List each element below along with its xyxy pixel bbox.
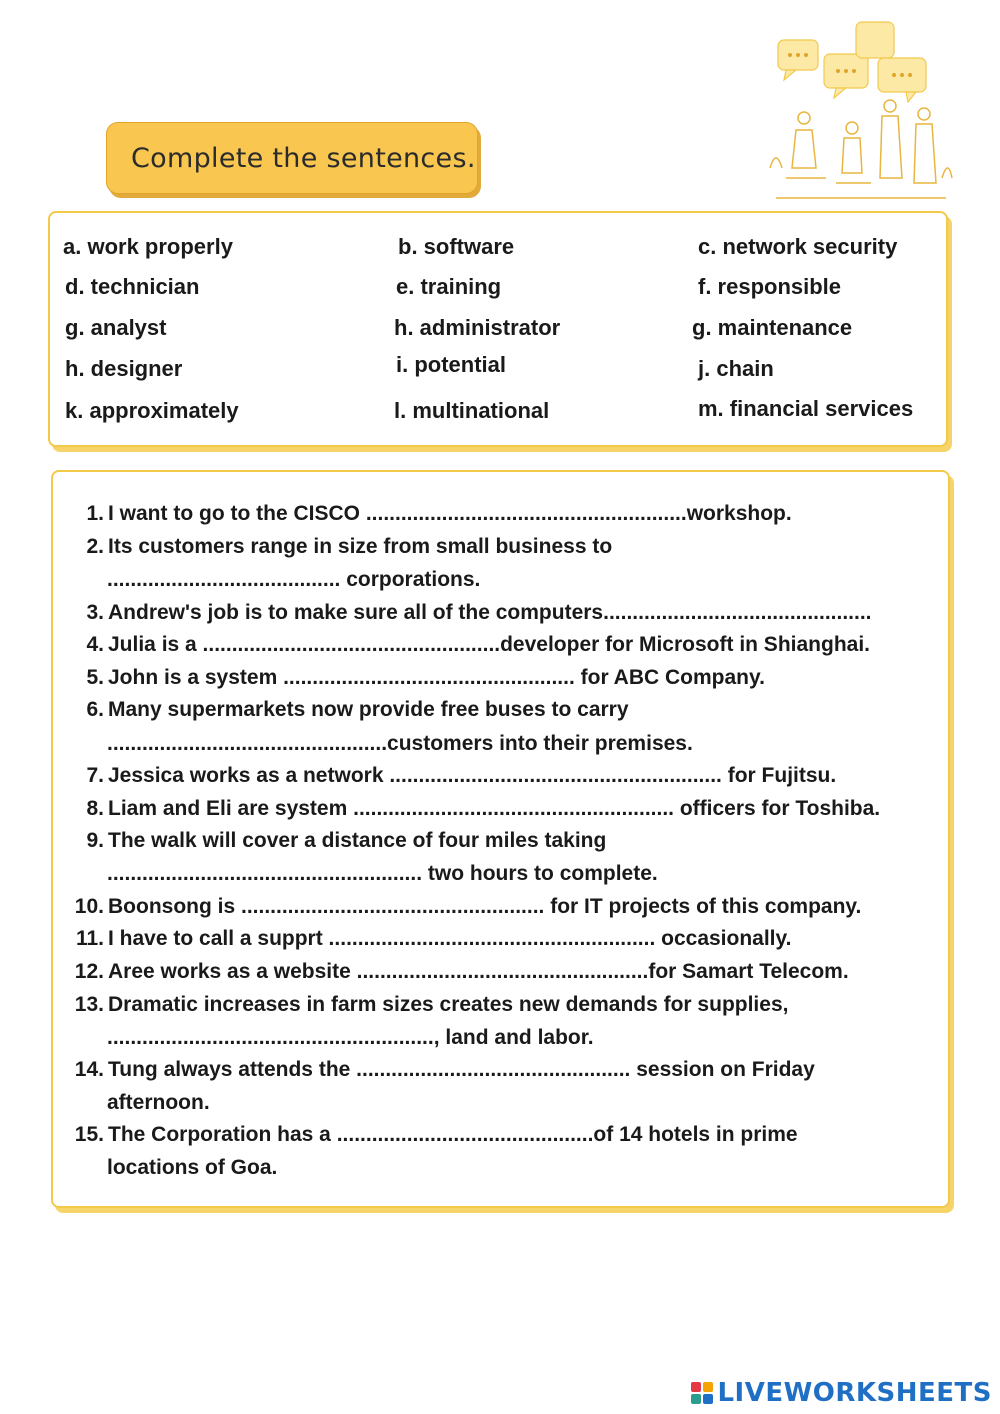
word-option: i. potential — [396, 352, 506, 377]
question-13-continuation: ........................................................, land and labor. — [107, 1026, 594, 1049]
question-text: Aree works as a website ..................................................for Samart Telecom. — [108, 960, 849, 983]
question-number: 5. — [86, 666, 104, 689]
question-number: 3. — [86, 601, 104, 624]
word-option: c. network security — [698, 234, 898, 259]
question-text: Andrew's job is to make sure all of the computers.............................................. — [108, 601, 872, 624]
word-option: b. software — [398, 234, 515, 259]
word-option: a. work properly — [63, 234, 233, 259]
word-option: d. technician — [65, 274, 200, 299]
question-text: Jessica works as a network ......................................................... for Fujitsu. — [108, 764, 837, 787]
question-number: 13. — [74, 993, 104, 1016]
question-number: 2. — [86, 535, 104, 558]
question-text: I want to go to the CISCO .......................................................workshop. — [108, 502, 792, 525]
people-chatting-illustration — [756, 18, 956, 203]
question-14-continuation: afternoon. — [107, 1091, 210, 1114]
word-option: e. training — [396, 274, 502, 299]
brand-name: LIVEWORKSHEETS — [717, 1378, 992, 1408]
question-text: Julia is a ...................................................developer for Microsoft in Shianghai. — [108, 633, 870, 656]
word-option: m. financial services — [698, 396, 914, 421]
question-15-continuation: locations of Goa. — [107, 1156, 278, 1179]
question-text: I have to call a supprt ........................................................ occasionally. — [108, 927, 792, 950]
word-option: g. maintenance — [692, 315, 853, 340]
question-number: 9. — [86, 829, 104, 852]
question-text: The Corporation has a ............................................of 14 hotels in prime — [108, 1123, 798, 1146]
question-number: 15. — [74, 1123, 104, 1146]
question-number: 6. — [86, 698, 104, 721]
question-text: Tung always attends the ............................................... session on Friday — [108, 1058, 815, 1081]
word-option: f. responsible — [698, 274, 842, 299]
question-text: John is a system .................................................. for ABC Company. — [108, 666, 765, 689]
page-title: Complete the sentences. — [106, 122, 478, 194]
word-option: g. analyst — [65, 315, 167, 340]
question-number: 1. — [86, 502, 104, 525]
question-number: 10. — [74, 895, 104, 918]
word-option: l. multinational — [394, 398, 550, 423]
question-text: Many supermarkets now provide free buses to carry — [108, 698, 629, 721]
question-number: 7. — [86, 764, 104, 787]
question-number: 11. — [75, 927, 104, 950]
question-number: 12. — [74, 960, 104, 983]
question-9-continuation: ...................................................... two hours to complete. — [107, 862, 658, 885]
question-2-continuation: ........................................ corporations. — [107, 568, 481, 591]
question-number: 8. — [86, 797, 104, 820]
question-text: The walk will cover a distance of four miles taking — [108, 829, 607, 852]
question-text: Boonsong is .................................................... for IT projects of this company. — [108, 895, 862, 918]
question-text: Dramatic increases in farm sizes creates new demands for supplies, — [108, 993, 789, 1016]
liveworksheets-logo-icon — [691, 1382, 713, 1404]
footer-brand — [691, 1378, 992, 1408]
word-option: k. approximately — [65, 398, 239, 423]
question-6-continuation: ................................................customers into their premises. — [107, 732, 693, 755]
word-option: h. designer — [65, 356, 183, 381]
question-text: Liam and Eli are system ....................................................... officers for Toshiba. — [108, 797, 881, 820]
word-option: h. administrator — [394, 315, 561, 340]
word-option: j. chain — [698, 356, 774, 381]
question-text: Its customers range in size from small business to — [108, 535, 613, 558]
question-number: 14. — [74, 1058, 104, 1081]
question-number: 4. — [86, 633, 104, 656]
